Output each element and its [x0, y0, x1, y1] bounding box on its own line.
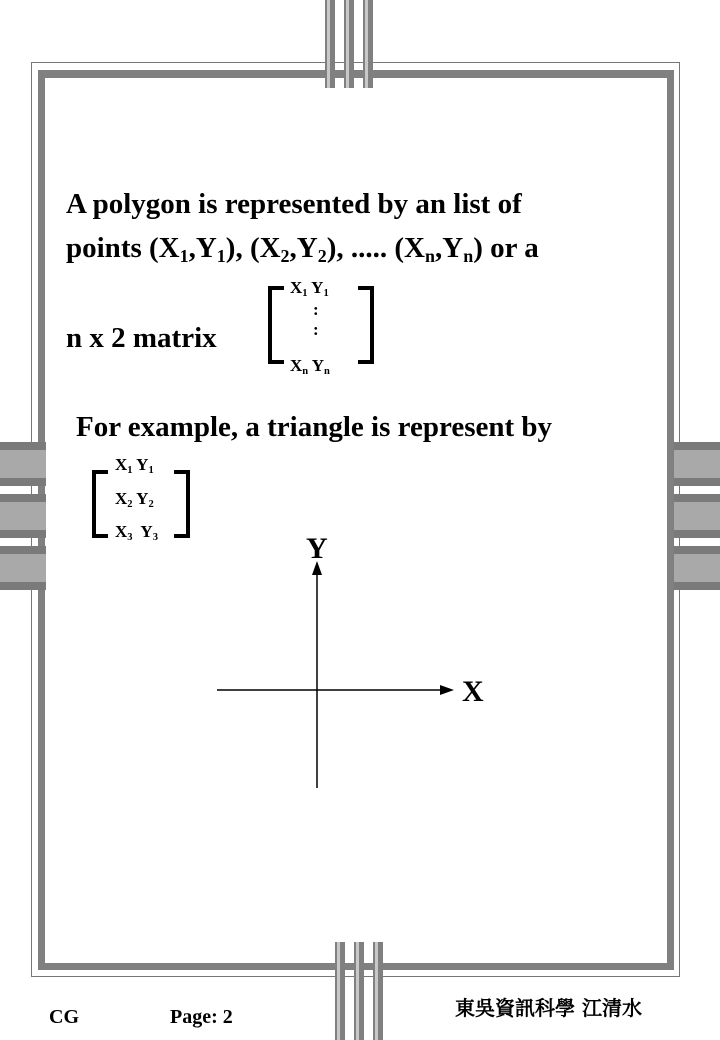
x-axis-label: X: [462, 675, 484, 708]
footer-page-number: Page: 2: [170, 1006, 233, 1028]
paragraph-line-2: points $(X_1,Y_1)$, $(X_2,Y_2)$, ..... $(X_n,Y_n)$ or a: [66, 232, 539, 267]
example-sentence: For example, a triangle is represent by: [76, 411, 553, 443]
paragraph-line-3: n x 2 matrix: [66, 322, 217, 354]
footer-author: 東吳資訊科學 江清水: [455, 996, 642, 1020]
y-axis-label: Y: [306, 532, 328, 565]
matrix-n-dots-2: :: [313, 320, 319, 339]
matrix-tri-row-3: $X_3$ $Y_3$: [115, 522, 158, 543]
matrix-n-row-first: $X_1$ $Y_1$: [290, 278, 329, 299]
matrix-tri-row-2: $X_2$ $Y_2$: [115, 489, 154, 510]
footer-course: CG: [49, 1006, 79, 1028]
paragraph-line-1: A polygon is represented by an list of: [66, 188, 522, 220]
x-axis-arrowhead: [440, 685, 454, 695]
matrix-n-dots-1: :: [313, 300, 319, 319]
matrix-n-row-last: $X_n$ $Y_n$: [290, 356, 330, 377]
matrix-tri-row-1: $X_1$ $Y_1$: [115, 455, 154, 476]
